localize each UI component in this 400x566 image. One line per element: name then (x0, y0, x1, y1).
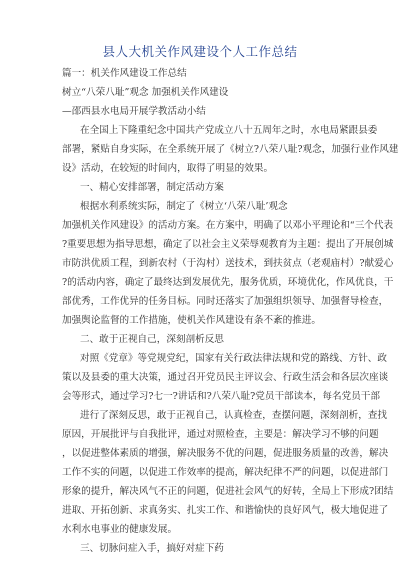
paragraph-line: —邵西县水电局开展学教活动小结 (62, 106, 206, 117)
paragraph-line: ，以促进整体素质的增强，解决服务不优的问题，促进服务质量的改善，解决 (62, 448, 389, 459)
paragraph-line: 根据水利系统实际，制定了《树立‘八荣八耻’观念 (80, 201, 288, 212)
document-title: 县人大机关作风建设个人工作总结 (102, 44, 298, 59)
paragraph-line: 加强舆论监督的工作措施，使机关作风建设有条不紊的推进。 (62, 315, 322, 326)
paragraph-line: 会等形式，通过学习?七一?讲话和?八荣八耻?党员干部读本，每名党员干部 (62, 391, 380, 402)
paragraph-line: 形象的提升，解决风气不正的问题，促进社会风气的好转，全局上下形成?团结 (62, 486, 394, 497)
paragraph-line: 原因，开展批评与自我批评，通过对照检查，主要是：解决学习不够的问题 (62, 429, 379, 440)
paragraph-line: 部署，紧贴自身实际，在全系统开展了《树立?八荣八耻?观念，加强行业作风建 (62, 144, 399, 155)
section-heading: 一、精心安排部署，制定活动方案 (80, 182, 224, 193)
paragraph-line: 在全国上下隆重纪念中国共产党成立八十五周年之时，水电局紧跟县委 (80, 125, 378, 136)
paragraph-line: 设》活动，在较短的时间内，取得了明显的效果。 (62, 163, 274, 174)
paragraph-line: 部优秀，工作优异的任务目标。同时还落实了加强组织领导、加强督导检查， (62, 296, 389, 307)
paragraph-line: 树立“八荣八耻”观念 加强机关作风建设 (62, 87, 229, 98)
paragraph-line: 策以及县委的重大决策，通过召开党员民主评议会、行政生活会和各层次座谈 (62, 372, 389, 383)
paragraph-line: 加强机关作风建设》的活动方案。在方案中，明确了以邓小平理论和“三个代表 (62, 220, 394, 231)
paragraph-line: 市防洪优质工程，到新农村（于沟村）送技术，到扶贫点（老观庙村）?献爱心 (62, 258, 394, 269)
paragraph-line: 工作不实的问题，以促进工作效率的提高，解决纪律不严的问题，以促进部门 (62, 467, 389, 478)
section-heading: 二、敢于正视自己，深刻剖析反思 (80, 334, 224, 345)
paragraph-line: 进行了深刻反思，敢于正视自己，认真检查，查摆问题，深刻剖析，查找 (80, 410, 387, 421)
section-heading: 三、切脉问症入手，搞好对症下药 (80, 543, 224, 554)
paragraph-line: ?的活动内容，确定了最终达到发展优先，服务优质，环境优化，作风优良，干 (62, 277, 394, 288)
paragraph-line: 水利水电事业的健康发展。 (62, 524, 178, 535)
paragraph-line: 对照《党章》等党规党纪，国家有关行政法律法规和党的路线、方针、政 (80, 353, 387, 364)
paragraph-line: ?重要思想为指导思想，确定了以社会主义荣辱观教育为主题：提出了开展创城 (62, 239, 394, 250)
section-heading: 篇一：机关作风建设工作总结 (62, 68, 187, 79)
paragraph-line: 进取、开拓创新、求真务实、扎实工作、和谐愉快的良好风气，极大地促进了 (62, 505, 389, 516)
